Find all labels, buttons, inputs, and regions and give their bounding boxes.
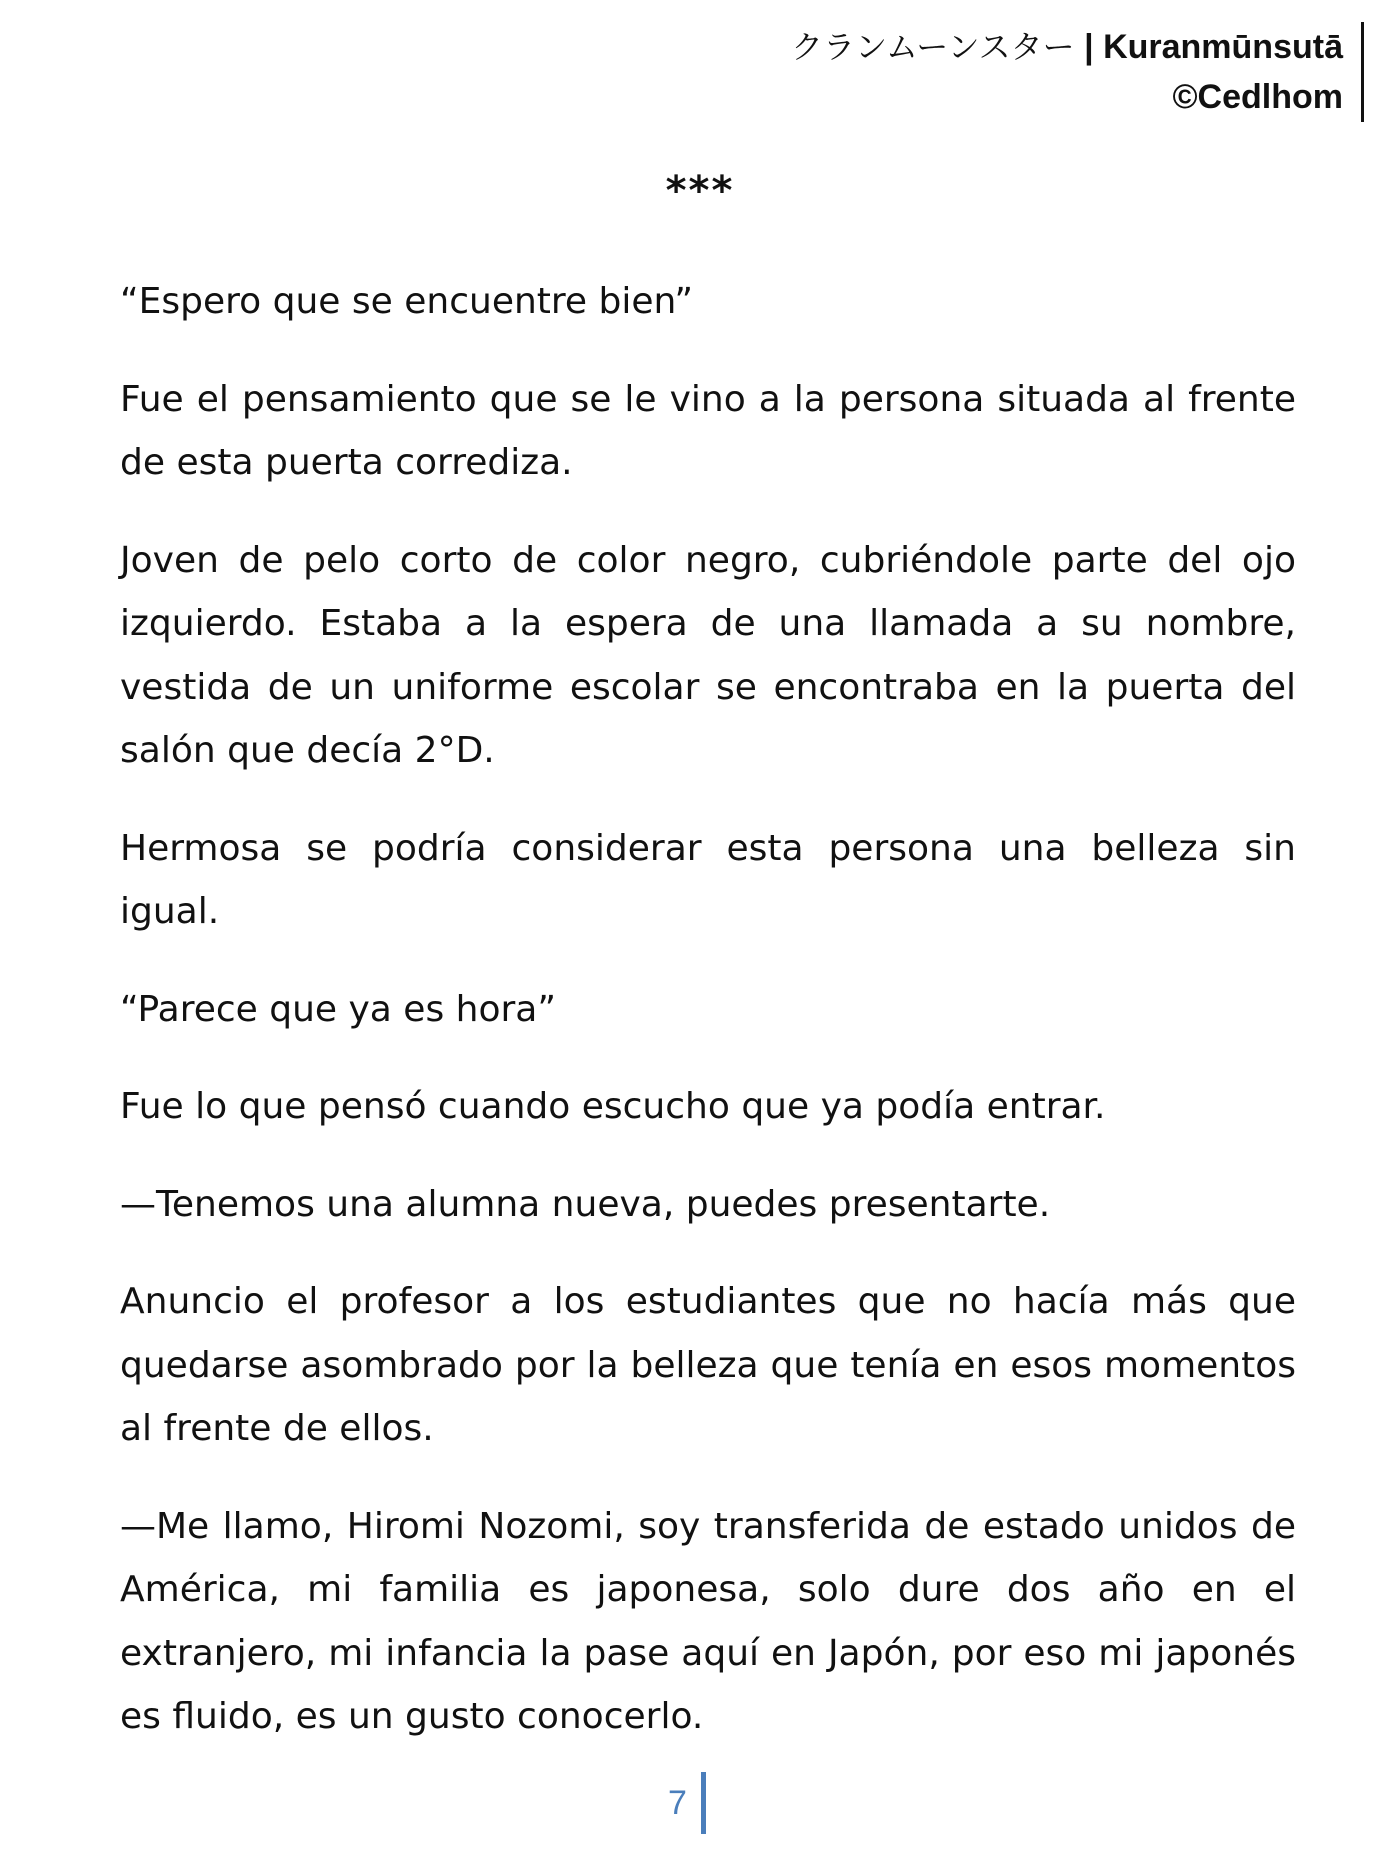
paragraph: “Parece que ya es hora”	[120, 988, 557, 1030]
header-separator: |	[1084, 28, 1094, 66]
header-japanese-title: クランムーンスター	[791, 28, 1075, 66]
paragraph: “Espero que se encuentre bien”	[120, 281, 693, 322]
header-copyright: ©Cedlhom	[1172, 78, 1343, 116]
body-text	[120, 270, 1296, 1783]
header-romaji-title: Kuranmūnsutā	[1103, 28, 1343, 66]
paragraph: —Me llamo, Hiromi Nozomi, soy transferida de estado unidos de América, mi familia es japonesa, solo dure dos año en el extranjero, mi infancia la pase aquí en Japón, por eso mi japonés es fluido, es un gusto conocerlo.	[120, 1505, 1296, 1737]
header-title-line	[791, 22, 1343, 72]
page-number: 7	[668, 1772, 706, 1834]
page-header	[791, 22, 1364, 122]
paragraph: Fue el pensamiento que se le vino a la persona situada al frente de esta puerta corrediza.	[120, 378, 1296, 483]
section-separator: ***	[665, 168, 735, 214]
paragraph: Joven de pelo corto de color negro, cubriéndole parte del ojo izquierdo. Estaba a la espera de una llamada a su nombre, vestida de un uniforme escolar se encontraba en la puerta del salón que decía 2°D.	[120, 539, 1296, 771]
paragraph: Anuncio el profesor a los estudiantes que no hacía más que quedarse asombrado por la belleza que tenía en esos momentos al frente de ellos.	[120, 1281, 1296, 1449]
paragraph: Fue lo que pensó cuando escucho que ya podía entrar.	[120, 1086, 1106, 1127]
paragraph: —Tenemos una alumna nueva, puedes presentarte.	[120, 1183, 1051, 1225]
paragraph: Hermosa se podría considerar esta persona una belleza sin igual.	[120, 827, 1296, 932]
